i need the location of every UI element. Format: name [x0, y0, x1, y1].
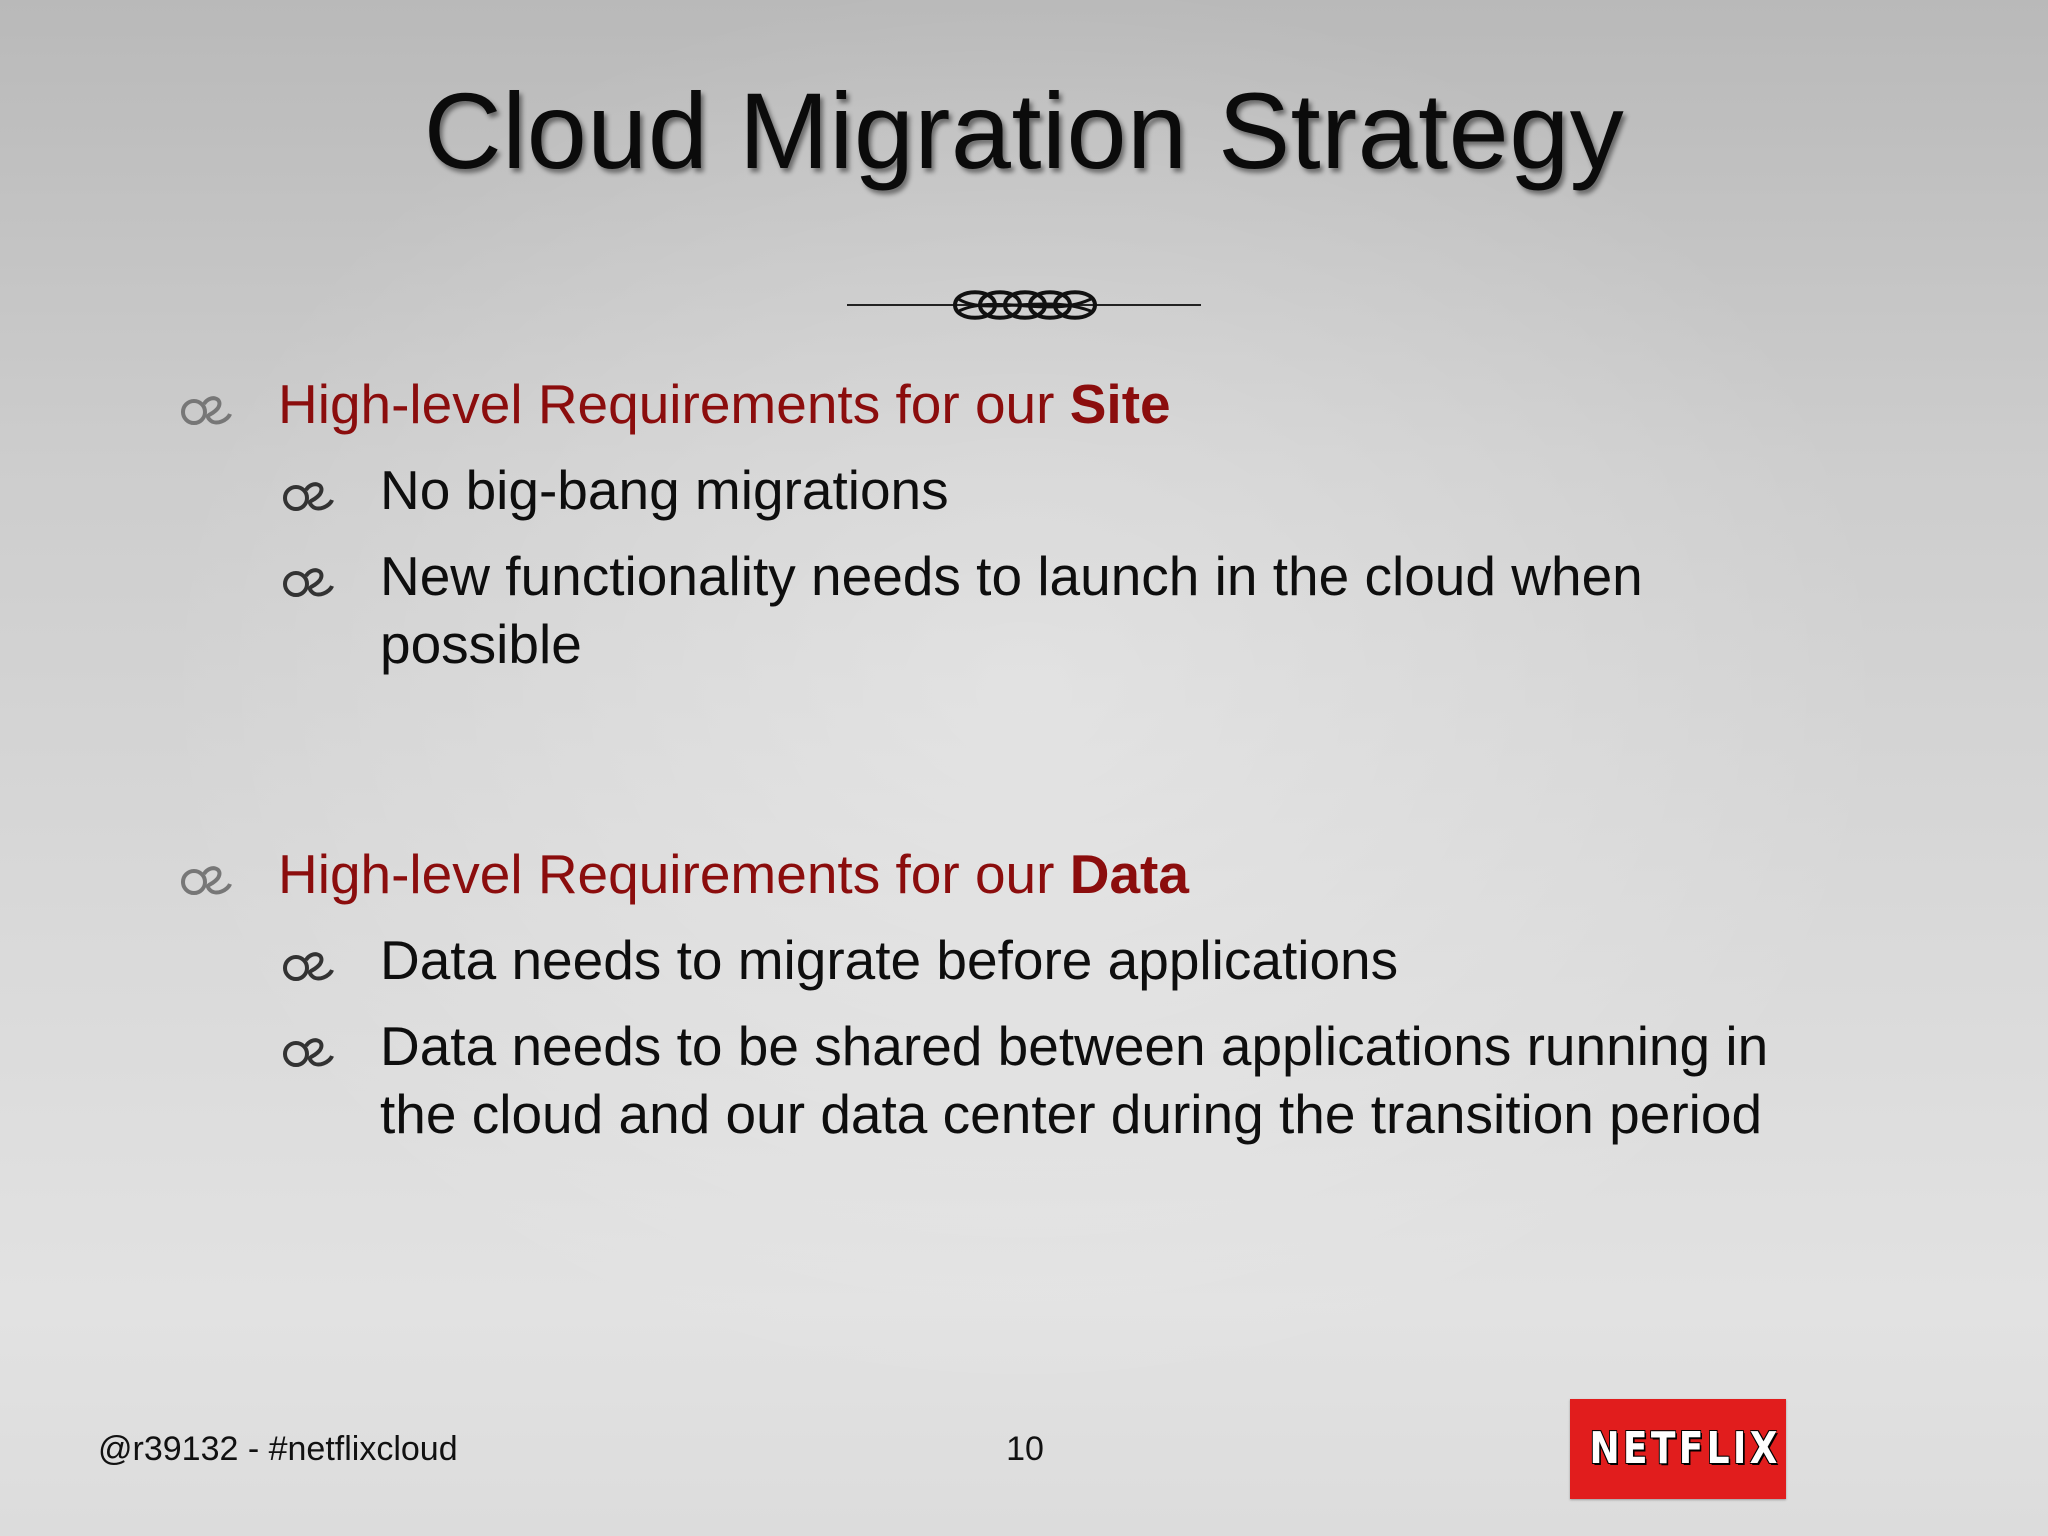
- page-number: 10: [1006, 1430, 1044, 1468]
- list-item-text: No big-bang migrations: [380, 459, 949, 521]
- list-item-text-line-1: New functionality needs to launch in the cloud when: [380, 545, 1643, 607]
- footer-handle: @r39132 - #netflixcloud: [98, 1430, 458, 1468]
- section-heading-site-bold: Site: [1069, 373, 1171, 435]
- swash-bullet-icon: [178, 860, 238, 900]
- slide-title: Cloud Migration Strategy: [423, 70, 1625, 191]
- section-heading-site-prefix: High-level Requirements for our: [278, 373, 1070, 435]
- swash-bullet-icon: [280, 1032, 340, 1072]
- section-heading-data-prefix: High-level Requirements for our: [278, 843, 1070, 905]
- section-heading-data-bold: Data: [1069, 843, 1189, 905]
- list-item-text-line-2: possible: [380, 613, 582, 675]
- list-item-text-line-2: the cloud and our data center during the transition period: [380, 1083, 1763, 1145]
- netflix-logo-text: NETFLIX: [1589, 1423, 1781, 1474]
- list-item-text: Data needs to migrate before applications: [380, 929, 1399, 991]
- ornament-divider-icon: [845, 278, 1205, 328]
- list-item-text-line-1: Data needs to be shared between applications running in: [380, 1015, 1769, 1077]
- swash-bullet-icon: [280, 946, 340, 986]
- swash-bullet-icon: [280, 562, 340, 602]
- netflix-logo: [1570, 1399, 1786, 1499]
- swash-bullet-icon: [280, 476, 340, 516]
- swash-bullet-icon: [178, 390, 238, 430]
